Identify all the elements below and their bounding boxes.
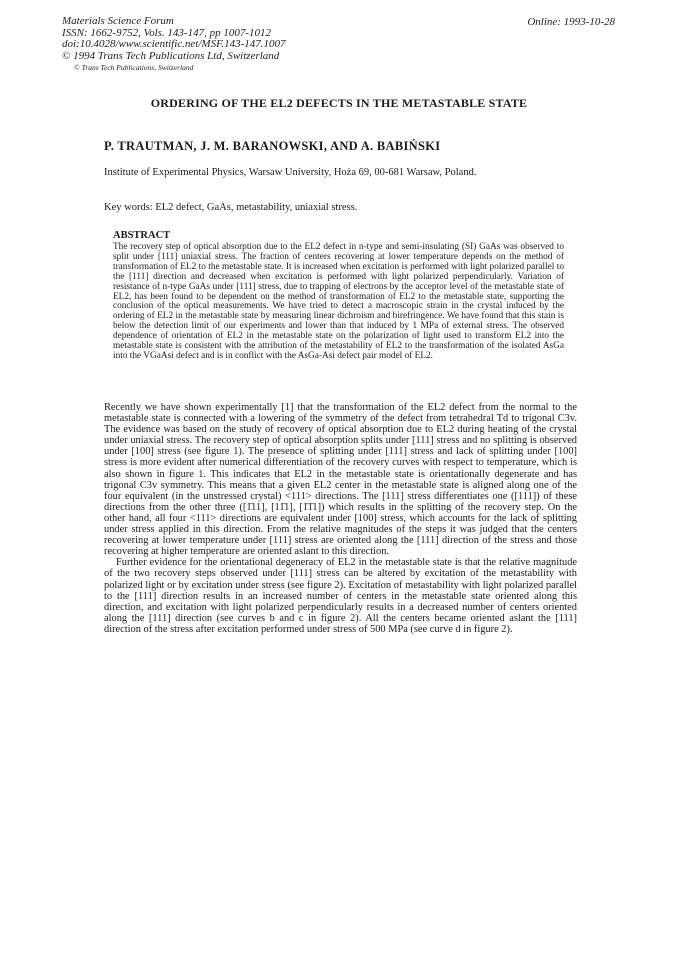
author-list: P. TRAUTMAN, J. M. BARANOWSKI, AND A. BABIŃSKI (104, 139, 441, 153)
publisher-line: © Trans Tech Publications, Switzerland (74, 63, 194, 72)
doi-line: doi:10.4028/www.scientific.net/MSF.143-147.1007 (62, 38, 286, 50)
body-paragraph: Further evidence for the orientational degeneracy of EL2 in the metastable state is that the relative magnitude of the two recovery steps observed under [111] stress can be altered by excitation of the metastability with polarized light or by excitation under stress (see figure 2). Excitation of metastability with light polarized parallel to the [111] direction results in an increased number of centers in the metastable state oriented along this direction, and excitation with light polarized perpendicularly results in a decreased number of centers oriented along the [111] direction (see curves b and c in figure 2). All the centers became oriented aslant the [111] direction of the stress after excitation performed under stress of 500 MPa (see curve d in figure 2). (104, 557, 577, 635)
abstract-heading: ABSTRACT (113, 230, 171, 241)
abstract-text: The recovery step of optical absorption due to the EL2 defect in n-type and semi-insulating (SI) GaAs was observed to split under [111] uniaxial stress. The fraction of centers recovering at lower temperature depends on the method of transformation of EL2 to the metastable state. It is increased when excitation is performed with light polarized parallel to the [111] direction and decreased when excitation is performed with light polarized perpendicularly. Variation of resistance of n-type GaAs under [111] stress, due to trapping of electrons by the acceptor level of the metastable state of EL2, has been found to be dependent on the method of transformation of EL2 to the metastable state, supporting the conclusion of the optical measurements. We have tried to detect a macroscopic strain in the crystal induced by the ordering of EL2 in the metastable state by measuring linear dichroism and birefringence. We have found that this stain is below the detection limit of our experiments and lower than that induced by 1 MPa of external stress. The observed dependence of orientation of EL2 in the metastable state on the polarization of light used to transform EL2 into the metastable state is consistent with the attribution of the metastability of EL2 to the transformation of the isolated AsGa into the VGaAsi defect and is in conflict with the AsGa-Asi defect pair model of EL2. (113, 242, 564, 361)
affiliation: Institute of Experimental Physics, Warsaw University, Hoża 69, 00-681 Warsaw, Poland. (104, 167, 477, 178)
journal-name: Materials Science Forum (62, 15, 174, 27)
body-text (104, 402, 577, 635)
keywords: Key words: EL2 defect, GaAs, metastability, uniaxial stress. (104, 202, 358, 213)
body-paragraph: Recently we have shown experimentally [1] that the transformation of the EL2 defect from the normal to the metastable state is connected with a lowering of the symmetry of the defect from tetrahedral Td to trigonal C3v. The evidence was based on the study of recovery of optical absorption due to EL2 during heating of the crystal under uniaxial stress. The recovery step of optical absorption splits under [111] stress and no splitting is observed under [100] stress (see figure 1). The presence of splitting under [111] stress and lack of splitting under [100] stress is more evident after numerical differentiation of the recovery curves with respect to temperature, which is also shown in figure 1. This indicates that EL2 in the metastable state is orientationally degenerate and has trigonal C3v symmetry. This means that a given EL2 center in the metastable state is aligned along one of the four equivalent (in the unstressed crystal) <111> directions. The [111] stress differentiates one ([111]) of these directions from the other three ([1̄11], [11̄1], [1̄1̄1]) which results in the splitting of the recovery step. On the other hand, all four <111> directions are equivalent under [100] stress, which accounts for the lack of splitting under stress applied in this direction. From the relative magnitudes of the steps it was judged that the centers recovering at lower temperature under [111] stress are oriented along the [111] direction of the stress and those recovering at higher temperature are oriented aslant to this direction. (104, 402, 577, 558)
copyright-line: © 1994 Trans Tech Publications Ltd, Switzerland (62, 49, 280, 62)
paper-title: ORDERING OF THE EL2 DEFECTS IN THE METASTABLE STATE (150, 96, 528, 110)
issn-line: ISSN: 1662-9752, Vols. 143-147, pp 1007-1012 (62, 26, 271, 39)
online-date: Online: 1993-10-28 (527, 16, 615, 28)
journal-header (62, 16, 286, 74)
